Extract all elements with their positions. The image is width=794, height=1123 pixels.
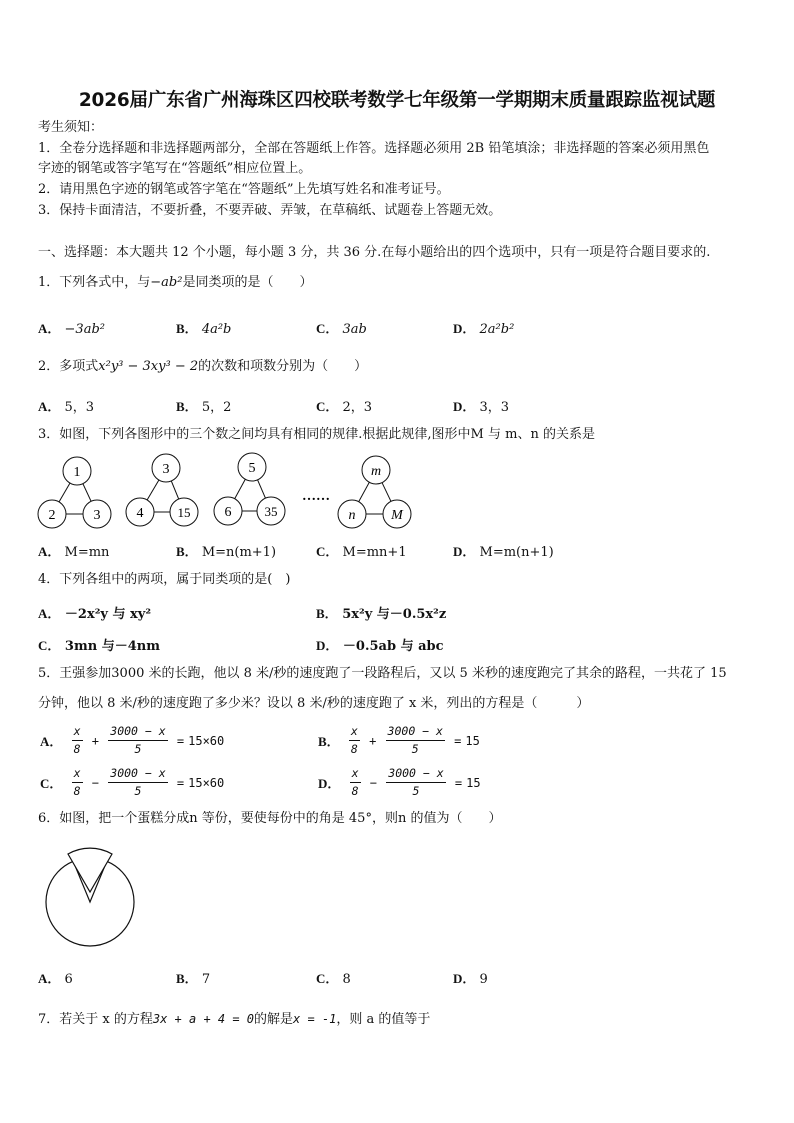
q4-option-a[interactable]: A． －2x²y 与 xy² [38, 606, 152, 622]
question-5-line-2: 分钟，他以 8 米/秒的速度跑了多少米？设以 8 米/秒的速度跑了 x 米，列出的方程是（ ） [38, 696, 590, 711]
figure-2 [126, 454, 198, 526]
fig1-left-number: 2 [48, 508, 56, 523]
q2-option-a[interactable]: A． 5，3 [38, 399, 95, 415]
question-2-stem: 2．多项式x²y³ − 3xy³ − 2的次数和项数分别为（ ） [38, 359, 368, 374]
q1-option-b[interactable]: B． 4a²b [176, 321, 232, 337]
notice-line-1: 1．全卷分选择题和非选择题两部分，全部在答题纸上作答。选择题必须用 2B 铅笔填涂；非选择题的答案必须用黑色 [38, 141, 710, 156]
notice-line-1b: 字迹的钢笔或答字笔写在“答题纸”相应位置上。 [38, 161, 312, 176]
question-3-stem: 3．如图，下列各图形中的三个数之间均具有相同的规律.根据此规律,图形中M 与 m、n 的关系是 [38, 427, 595, 442]
triangle-pattern-figure [30, 448, 430, 534]
fig4-left-letter: n [348, 508, 356, 523]
q5-option-b[interactable]: B． $\frac{x}{8}$ + $\frac{3000 - x}{5}$ = 15 [318, 724, 480, 756]
cake-figure [40, 840, 144, 948]
q1-option-d[interactable]: D． 2a²b² [453, 321, 515, 337]
fig2-left-number: 4 [136, 506, 144, 521]
fig1-top-number: 1 [73, 465, 81, 480]
question-4-stem: 4．下列各组中的两项，属于同类项的是( ) [38, 572, 291, 587]
q6-option-d[interactable]: D． 9 [453, 971, 488, 987]
q4-option-b[interactable]: B． 5x²y 与－0.5x²z [316, 606, 447, 622]
q6-option-c[interactable]: C． 8 [316, 971, 351, 987]
question-7-stem: 7．若关于 x 的方程3x + a + 4 = 0的解是x = -1，则 a 的值等于 [38, 1012, 431, 1027]
q2-expression: x²y³ − 3xy³ − 2 [98, 359, 199, 374]
figure-1 [38, 457, 111, 528]
notice-line-3: 3．保持卡面清洁，不要折叠，不要弄破、弄皱，在草稿纸、试题卷上答题无效。 [38, 203, 502, 218]
q3-option-a[interactable]: A． M=mn [38, 544, 110, 560]
q4-option-d[interactable]: D． －0.5ab 与 abc [316, 638, 444, 654]
q2-option-b[interactable]: B． 5，2 [176, 399, 232, 415]
q7-solution: x = -1 [293, 1012, 337, 1026]
q1-expression: −ab² [150, 275, 183, 290]
q6-option-a[interactable]: A． 6 [38, 971, 73, 987]
q3-option-b[interactable]: B． M=n(m+1) [176, 544, 277, 560]
fig3-left-number: 6 [224, 505, 232, 520]
q1-option-c[interactable]: C． 3ab [316, 321, 367, 337]
question-5-line-1: 5．王强参加3000 米的长跑，他以 8 米/秒的速度跑了一段路程后，又以 5 米秒的速度跑完了其余的路程，一共花了 15 [38, 666, 727, 681]
fig2-right-number: 15 [177, 505, 191, 520]
ellipsis: …… [302, 489, 330, 504]
q7-equation: 3x + a + 4 = 0 [152, 1012, 255, 1026]
figure-4 [338, 456, 411, 528]
q5-option-a[interactable]: A． $\frac{x}{8}$ + $\frac{3000 - x}{5}$ = 15×60 [40, 724, 225, 756]
page-title: 2026届广东省广州海珠区四校联考数学七年级第一学期期末质量跟踪监视试题 [78, 90, 716, 111]
notice-line-2: 2．请用黑色字迹的钢笔或答字笔在“答题纸”上先填写姓名和准考证号。 [38, 182, 450, 197]
q4-option-c[interactable]: C． 3mn 与－4nm [38, 638, 160, 654]
fig1-right-number: 3 [93, 508, 101, 523]
question-1-stem: 1．下列各式中，与−ab²是同类项的是（ ） [38, 275, 313, 290]
q5-option-d[interactable]: D． $\frac{x}{8}$ − $\frac{3000 - x}{5}$ = 15 [318, 766, 481, 798]
fig4-right-letter: M [391, 508, 403, 523]
question-6-stem: 6．如图，把一个蛋糕分成n 等份，要使每份中的角是 45°，则n 的值为（ ） [38, 811, 502, 826]
q5-option-c[interactable]: C． $\frac{x}{8}$ − $\frac{3000 - x}{5}$ = 15×60 [40, 766, 225, 798]
q1-option-a[interactable]: A． −3ab² [38, 321, 105, 337]
q3-option-d[interactable]: D． M=m(n+1) [453, 544, 554, 560]
section-heading: 一、选择题：本大题共 12 个小题，每小题 3 分，共 36 分.在每小题给出的四个选项中，只有一项是符合题目要求的. [38, 245, 711, 260]
q6-option-b[interactable]: B． 7 [176, 971, 211, 987]
figure-3 [214, 453, 285, 525]
fig2-top-number: 3 [162, 462, 170, 477]
fig3-right-number: 35 [264, 504, 278, 519]
fig4-top-letter: m [370, 464, 382, 479]
q3-option-c[interactable]: C． M=mn+1 [316, 544, 407, 560]
q2-option-c[interactable]: C． 2，3 [316, 399, 373, 415]
q2-option-d[interactable]: D． 3，3 [453, 399, 510, 415]
notice-heading: 考生须知： [38, 120, 104, 135]
fig3-top-number: 5 [248, 461, 256, 476]
